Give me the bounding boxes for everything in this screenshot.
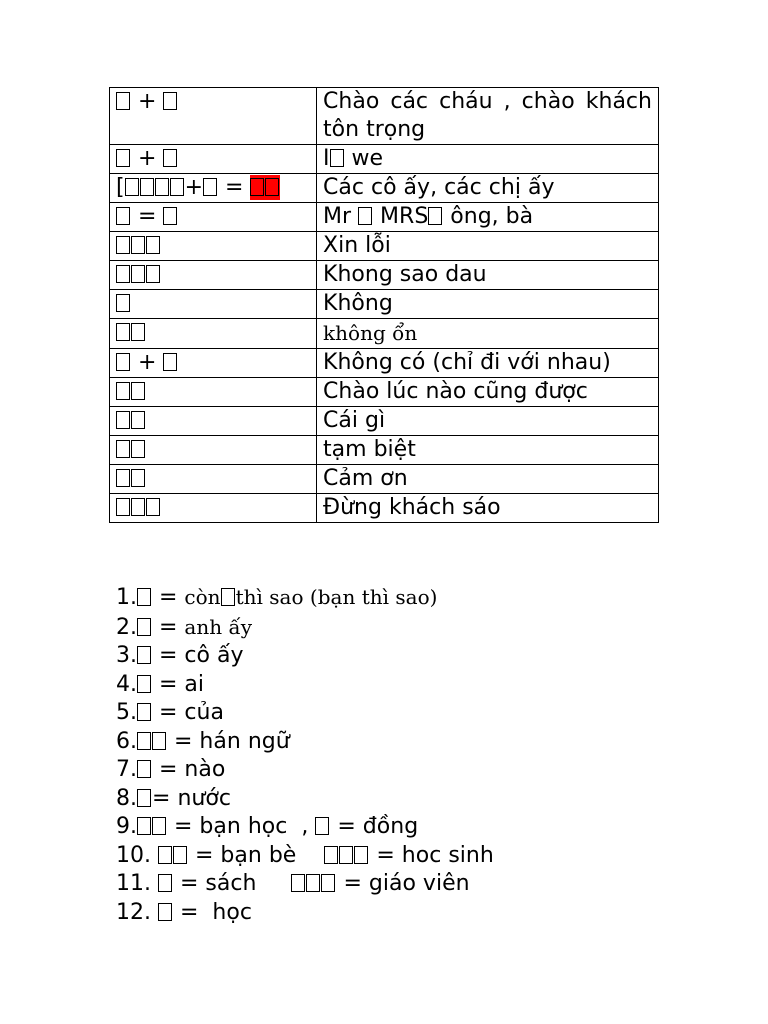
equals-sign: = xyxy=(152,757,185,782)
meaning-cell xyxy=(317,465,659,494)
list-meaning: nào xyxy=(184,757,226,782)
missing-glyph-box xyxy=(116,294,130,312)
meaning-text: Xin lỗi xyxy=(323,233,391,258)
list-term xyxy=(137,615,152,640)
missing-glyph-box xyxy=(152,817,166,835)
term-text: + xyxy=(116,146,178,171)
missing-glyph-box xyxy=(265,178,279,196)
missing-glyph-box xyxy=(158,846,172,864)
equals-sign: = xyxy=(167,814,200,839)
list-number: 8. xyxy=(116,785,137,811)
equals-sign: = xyxy=(167,728,200,754)
missing-glyph-box xyxy=(137,675,151,693)
missing-glyph-box xyxy=(137,588,151,606)
list-term xyxy=(151,871,173,896)
meaning-text: Không có (chỉ đi với nhau) xyxy=(323,350,611,375)
list-number: 4. xyxy=(116,671,137,697)
missing-glyph-box xyxy=(163,149,177,167)
term-text xyxy=(116,262,161,287)
list-item xyxy=(116,728,494,757)
meaning-text: Cái gì xyxy=(323,408,386,433)
term-cell xyxy=(110,378,317,407)
list-number: 5. xyxy=(116,700,137,725)
meaning-text: Chào các cháu , chào khách tôn trọng xyxy=(323,89,652,142)
meaning-cell xyxy=(317,174,659,203)
list-number: 1. xyxy=(116,585,137,610)
table-row xyxy=(110,290,659,319)
list-number: 3. xyxy=(116,643,137,668)
table-row xyxy=(110,378,659,407)
missing-glyph-box xyxy=(140,178,154,196)
table-row xyxy=(110,319,659,349)
list-term xyxy=(137,786,152,811)
term-cell xyxy=(110,174,317,203)
list-term xyxy=(151,843,188,868)
list-item xyxy=(116,583,494,613)
missing-glyph-box xyxy=(163,207,177,225)
missing-glyph-box xyxy=(203,178,217,196)
meaning-cell xyxy=(317,494,659,523)
list-number: 11. xyxy=(116,871,151,896)
missing-glyph-box xyxy=(137,618,151,636)
missing-glyph-box xyxy=(158,874,172,892)
meaning-text: không ổn xyxy=(323,321,418,345)
missing-glyph-box xyxy=(137,789,151,807)
meaning-cell xyxy=(317,378,659,407)
table-row xyxy=(110,261,659,290)
missing-glyph-box xyxy=(137,760,151,778)
table-row xyxy=(110,232,659,261)
list-term xyxy=(137,814,167,839)
equals-sign: = xyxy=(173,899,213,925)
list-number: 12. xyxy=(116,899,151,925)
missing-glyph-box xyxy=(116,236,130,254)
missing-glyph-box xyxy=(170,178,184,196)
term-text: + xyxy=(116,350,178,375)
meaning-cell xyxy=(317,145,659,174)
list-meaning: bạn bè = hoc sinh xyxy=(220,842,494,868)
missing-glyph-box xyxy=(155,178,169,196)
list-meaning: còn thì sao (bạn thì sao) xyxy=(184,585,438,609)
term-cell xyxy=(110,349,317,378)
term-text xyxy=(116,379,146,404)
meaning-cell xyxy=(317,88,659,145)
vocabulary-table xyxy=(109,87,659,523)
missing-glyph-box xyxy=(116,411,130,429)
highlighted-term xyxy=(250,175,280,200)
meaning-text: Mr MRS ông, bà xyxy=(323,204,534,229)
table-row xyxy=(110,174,659,203)
missing-glyph-box xyxy=(358,207,372,225)
term-text xyxy=(116,495,161,520)
list-meaning: hán ngữ xyxy=(199,728,290,754)
list-term xyxy=(137,643,152,668)
list-item xyxy=(116,613,494,643)
missing-glyph-box xyxy=(146,236,160,254)
meaning-cell xyxy=(317,290,659,319)
missing-glyph-box xyxy=(137,732,151,750)
missing-glyph-box xyxy=(116,382,130,400)
missing-glyph-box xyxy=(146,265,160,283)
list-number: 7. xyxy=(116,757,137,782)
missing-glyph-box xyxy=(163,353,177,371)
term-text xyxy=(116,291,131,316)
table-row xyxy=(110,88,659,145)
term-cell xyxy=(110,232,317,261)
term-cell xyxy=(110,290,317,319)
list-number: 9. xyxy=(116,814,137,839)
list-item xyxy=(116,899,494,928)
missing-glyph-box xyxy=(116,92,130,110)
list-item xyxy=(116,642,494,671)
missing-glyph-box xyxy=(116,265,130,283)
missing-glyph-box xyxy=(131,440,145,458)
list-item xyxy=(116,870,494,899)
missing-glyph-box xyxy=(116,440,130,458)
missing-glyph-box xyxy=(146,498,160,516)
list-item xyxy=(116,699,494,728)
term-cell xyxy=(110,88,317,145)
missing-glyph-box xyxy=(116,469,130,487)
meaning-text: Khong sao dau xyxy=(323,262,487,287)
list-number: 10. xyxy=(116,842,151,868)
term-text xyxy=(116,437,146,462)
equals-sign: = xyxy=(152,785,178,811)
missing-glyph-box xyxy=(137,646,151,664)
missing-glyph-box xyxy=(116,353,130,371)
missing-glyph-box xyxy=(321,874,335,892)
table-row xyxy=(110,465,659,494)
list-item xyxy=(116,842,494,871)
meaning-cell xyxy=(317,436,659,465)
missing-glyph-box xyxy=(152,732,166,750)
term-cell xyxy=(110,319,317,349)
term-text xyxy=(116,466,146,491)
missing-glyph-box xyxy=(339,846,353,864)
equals-sign: = xyxy=(152,614,185,640)
table-row xyxy=(110,407,659,436)
term-cell xyxy=(110,465,317,494)
meaning-cell xyxy=(317,203,659,232)
vocabulary-list xyxy=(116,583,494,927)
list-meaning: anh ấy xyxy=(184,614,253,639)
missing-glyph-box xyxy=(221,588,235,606)
meaning-text: Đừng khách sáo xyxy=(323,495,501,520)
term-text xyxy=(116,408,146,433)
list-meaning: học xyxy=(212,899,252,925)
term-cell xyxy=(110,203,317,232)
list-item xyxy=(116,671,494,700)
list-term xyxy=(137,672,152,697)
missing-glyph-box xyxy=(137,817,151,835)
list-term xyxy=(137,729,167,754)
missing-glyph-box xyxy=(163,92,177,110)
list-meaning: ai xyxy=(184,671,205,697)
meaning-text: Cảm ơn xyxy=(323,466,408,491)
list-number: 6. xyxy=(116,728,137,754)
term-cell xyxy=(110,145,317,174)
missing-glyph-box xyxy=(173,846,187,864)
meaning-cell xyxy=(317,349,659,378)
missing-glyph-box xyxy=(250,178,264,196)
list-item xyxy=(116,756,494,785)
list-item xyxy=(116,785,494,814)
meaning-text: I we xyxy=(323,146,384,171)
missing-glyph-box xyxy=(131,498,145,516)
equals-sign: = xyxy=(173,871,206,896)
table-row xyxy=(110,436,659,465)
list-meaning: nước xyxy=(177,785,231,811)
missing-glyph-box xyxy=(116,149,130,167)
list-meaning: sách = giáo viên xyxy=(205,871,470,896)
term-cell xyxy=(110,407,317,436)
missing-glyph-box xyxy=(330,149,344,167)
missing-glyph-box xyxy=(291,874,305,892)
missing-glyph-box xyxy=(158,903,172,921)
missing-glyph-box xyxy=(125,178,139,196)
missing-glyph-box xyxy=(131,382,145,400)
equals-sign: = xyxy=(152,585,185,610)
list-meaning: bạn học , = đồng xyxy=(199,814,419,839)
table-row xyxy=(110,494,659,523)
missing-glyph-box xyxy=(428,207,442,225)
missing-glyph-box xyxy=(131,323,145,341)
list-term xyxy=(137,757,152,782)
missing-glyph-box xyxy=(131,236,145,254)
equals-sign: = xyxy=(152,700,185,725)
term-text: = xyxy=(116,204,178,229)
table-row xyxy=(110,349,659,378)
term-cell xyxy=(110,436,317,465)
list-term xyxy=(137,585,152,610)
term-cell xyxy=(110,261,317,290)
term-cell xyxy=(110,494,317,523)
missing-glyph-box xyxy=(116,207,130,225)
missing-glyph-box xyxy=(131,265,145,283)
term-text xyxy=(116,320,146,345)
missing-glyph-box xyxy=(116,323,130,341)
meaning-cell xyxy=(317,261,659,290)
list-meaning: cô ấy xyxy=(184,643,244,668)
term-text: + xyxy=(116,89,178,114)
meaning-cell xyxy=(317,232,659,261)
missing-glyph-box xyxy=(116,498,130,516)
equals-sign: = xyxy=(152,671,185,697)
list-term xyxy=(137,700,152,725)
missing-glyph-box xyxy=(354,846,368,864)
equals-sign: = xyxy=(152,643,185,668)
list-meaning: của xyxy=(184,700,224,725)
missing-glyph-box xyxy=(131,411,145,429)
missing-glyph-box xyxy=(315,817,329,835)
list-item xyxy=(116,813,494,842)
list-term xyxy=(151,900,173,925)
term-text xyxy=(116,233,161,258)
missing-glyph-box xyxy=(324,846,338,864)
meaning-text: Các cô ấy, các chị ấy xyxy=(323,175,555,200)
list-number: 2. xyxy=(116,614,137,640)
term-text: [ + = xyxy=(116,175,244,200)
meaning-text: tạm biệt xyxy=(323,437,416,462)
meaning-cell xyxy=(317,319,659,349)
equals-sign: = xyxy=(188,842,221,868)
missing-glyph-box xyxy=(306,874,320,892)
meaning-text: Không xyxy=(323,291,393,316)
meaning-cell xyxy=(317,407,659,436)
missing-glyph-box xyxy=(131,469,145,487)
meaning-text: Chào lúc nào cũng được xyxy=(323,379,588,404)
table-row xyxy=(110,203,659,232)
missing-glyph-box xyxy=(137,703,151,721)
table-row xyxy=(110,145,659,174)
